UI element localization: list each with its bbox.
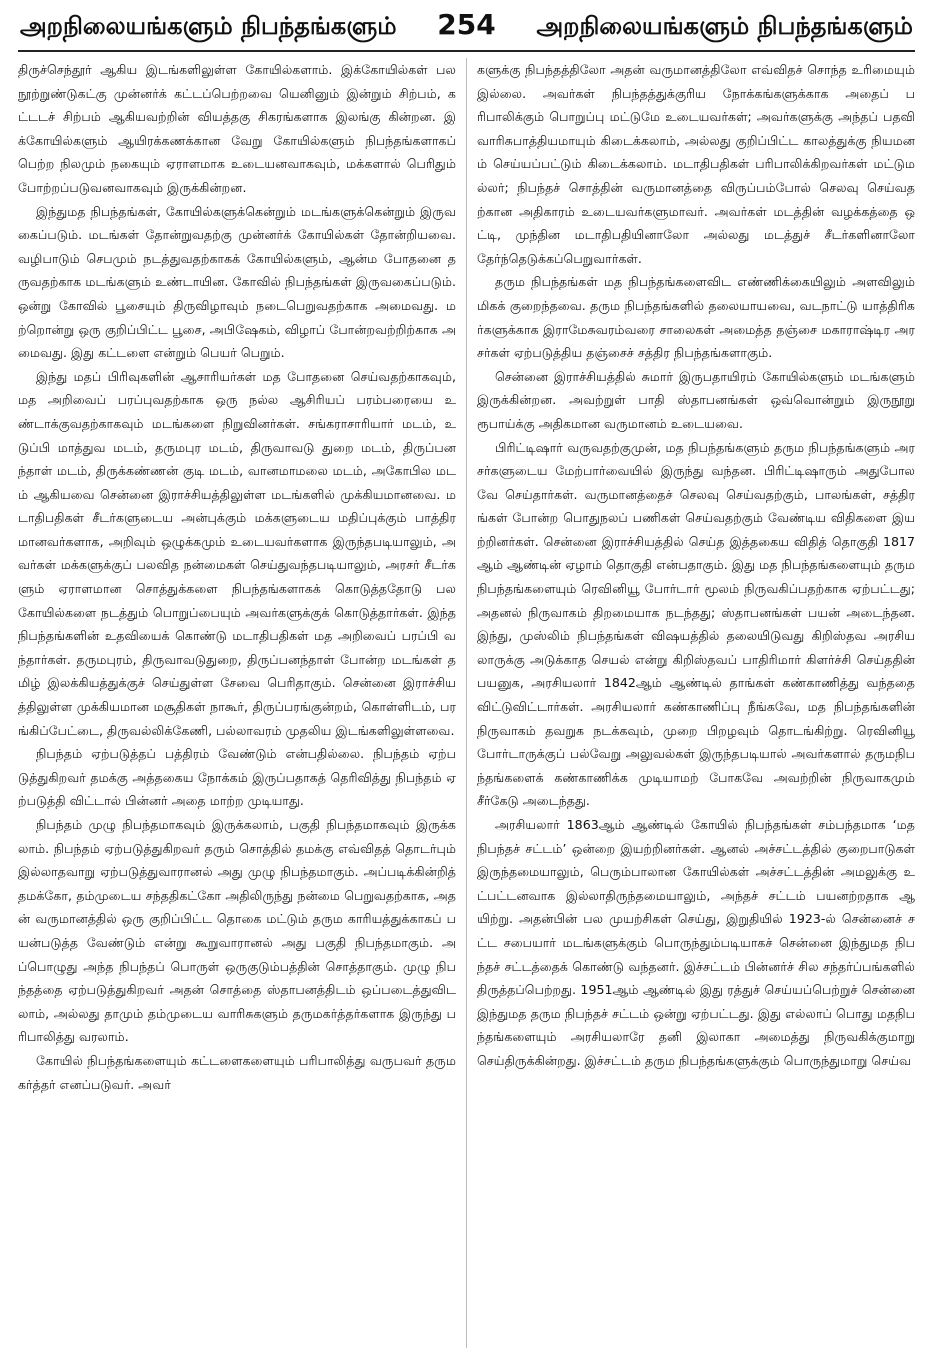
- column-divider: [466, 58, 467, 1348]
- running-head-right: அறநிலையங்களும் நிபந்தங்களும்: [536, 12, 913, 40]
- paragraph: அரசியலார் 1863ஆம் ஆண்டில் கோயில் நிபந்தங்கள் சம்பந்தமாக ‘மத நிபந்தச் சட்டம்’ ஒன்றை இயற்றினர்கள். ஆனல் அச்சட்டத்தில் குறைபாடுகள் இருந்தமையாலும், பெரும்பாலான கோயில்கள் அச்சட்டத்தின் அமலுக்கு உட்பட்டனவாக இல்லாதிருந்தமையாலும், அந்தச் சட்டம் பயனற்றதாக ஆயிற்று. அதன்பின் பல முயற்சிகள் செய்து, இறுதியில் 1923-ல் சென்னைச் சட்ட சபையார் மடங்களுக்கும் பொருந்தும்படியாகச் சென்னை இந்துமத நிபந்தச் சட்டத்தைக் கொண்டு வந்தனர். இச்சட்டம் பின்னர்ச் சில சந்தர்ப்பங்களில் திருத்தப்பெற்றது. 1951ஆம் ஆண்டில் இது ரத்துச் செய்யப்பெற்றுச் சென்னை இந்துமத தரும நிபந்தச் சட்டம் ஒன்று ஏற்பட்டது. இது எல்லாப் பொது மதநிபந்தங்களையும் அரசியலாரே தனி இலாகா அமைத்து நிருவகிக்குமாறு செய்திருக்கின்றது. இச்சட்டம் தரும நிபந்தங்களுக்கும் பொருந்துமாறு செய்வ: [477, 817, 915, 1068]
- text-columns: [18, 58, 915, 1348]
- paragraph: களுக்கு நிபந்தத்திலோ அதன் வருமானத்திலோ எவ்விதச் சொந்த உரிமையும் இல்லை. அவர்கள் நிபந்தத்துக்குரிய நோக்கங்களுக்காக அதைப் பரிபாலிக்கும் பொறுப்பு மட்டுமே உடையவர்கள்; அவர்களுக்கு அந்தப் பதவி வாரிசுபாத்தியமாயும் கிடைக்கலாம், அல்லது குறிப்பிட்ட காலத்துக்கு நியமனம் செய்யப்பட்டும் கிடைக்கலாம். மடாதிபதிகள் பரிபாலிக்கிறவர்கள் மட்டுமல்லர்; நிபந்தச் சொத்தின் வருமானத்தை விருப்பம்போல் செலவு செய்வதற்கான அதிகாரம் உடையவர்களுமாவர். அவர்கள் மடத்தின் வழக்கத்தை ஒட்டி, முந்தின மடாதிபதியினாலோ அல்லது மடத்துச் சீடர்களினாலோ தேர்ந்தெடுக்கப்பெறுவார்கள்.: [477, 62, 915, 266]
- page-number: 254: [437, 8, 496, 41]
- paragraph: இந்து மதப் பிரிவுகளின் ஆசாரியர்கள் மத போதனை செய்வதற்காகவும், மத அறிவைப் பரப்புவதற்காக ஒரு நல்ல ஆசிரியப் பரம்பரையை உண்டாக்குவதற்காகவும் மடங்களை நிறுவினர்கள். சங்கராசாரியார் மடம், உடுப்பி மாத்துவ மடம், தருமபுர மடம், திருவாவடு துறை மடம், திருப்பனந்தாள் மடம், திருக்கண்ணன் குடி மடம், வானமாமலை மடம், அகோபில மடம் ஆகியவை சென்னை இராச்சியத்திலுள்ள மடங்களில் முக்கியமானவை. மடாதிபதிகள் சீடர்களுடைய அன்புக்கும் மக்களுடைய மதிப்புக்கும் பாத்திரமானவர்களாக, அறிவும் ஒழுக்கமும் உடையவர்களாக இருந்தபடியாலும், அவர்கள் மக்களுக்குப் பலவித நன்மைகள் செய்துவந்தபடியாலும், அரசர் சீடர்களும் ஏராளமான சொத்துக்களை நிபந்தங்களாகக் கொடுத்ததோடு பல கோயில்களை நடத்தும் பொறுப்பையும் அவர்களுக்குக் கொடுத்தார்கள். இந்த நிபந்தங்களின் உதவியைக் கொண்டு மடாதிபதிகள் மத அறிவைப் பரப்பி வந்தார்கள். தருமபுரம், திருவாவடுதுறை, திருப்பனந்தாள் போன்ற மடங்கள் தமிழ் இலக்கியத்துக்குச் செய்துள்ள சேவை பெரிதாகும். சென்னை இராச்சியத்திலுள்ள முக்கியமான மசூதிகள் நாகூர், திருப்பரங்குன்றம், கொள்ளிடம், பரங்கிப்பேட்டை, திருவல்லிக்கேணி, பல்லாவரம் முதலிய இடங்களிலுள்ளவை.: [18, 368, 456, 738]
- paragraph: சென்னை இராச்சியத்தில் சுமார் இருபதாயிரம் கோயில்களும் மடங்களும் இருக்கின்றன. அவற்றுள் பாதி ஸ்தாபனங்கள் ஒவ்வொன்றும் இருநூறு ரூபாய்க்கு அதிகமான வருமானம் உடையவை.: [477, 368, 915, 431]
- paragraph: கோயில் நிபந்தங்களையும் கட்டளைகளையும் பரிபாலித்து வருபவர் தருமகர்த்தர் எனப்படுவர். அவர்: [18, 1052, 456, 1092]
- left-column: [18, 58, 456, 1348]
- paragraph: இந்துமத நிபந்தங்கள், கோயில்களுக்கென்றும் மடங்களுக்கென்றும் இருவகைப்படும். மடங்கள் தோன்றுவதற்கு முன்னர்க் கோயில்கள் தோன்றியவை. வழிபாடும் செபமும் நடத்துவதற்காகக் கோயில்களும், ஆன்ம போதனை தருவதற்காக மடங்களும் உண்டாயின. கோவில் நிபந்தங்கள் இருவகைப்படும். ஒன்று கோவில் பூசையும் திருவிழாவும் நடைபெறுவதற்காக அமைவது. மற்றொன்று ஒரு குறிப்பிட்ட பூசை, அபிஷேகம், விழாப் போன்றவற்றிற்காக அமைவது. இது கட்டளை என்றும் பெயர் பெறும்.: [18, 203, 456, 361]
- paragraph: திருச்செந்தூர் ஆகிய இடங்களிலுள்ள கோயில்களாம். இக்கோயில்கள் பல நூற்றுண்டுகட்கு முன்னர்க் கட்டப்பெற்றவை யெனினும் இன்றும் சிற்பம், கட்டடச் சிற்பம் ஆகியவற்றின் வியத்தகு சிகரங்களாக இலங்கு கின்றன. இக்கோயில்களும் ஆயிரக்கணக்கான வேறு கோயில்களும் நிபந்தங்களாகப் பெற்ற நிலமும் நகையும் ஏராளமாக உடையனவாகவும், மக்களால் பெரிதும் போற்றப்படுவனவாகவும் இருக்கின்றன.: [18, 62, 456, 195]
- running-head-left: அறநிலையங்களும் நிபந்தங்களும்: [20, 12, 397, 40]
- paragraph: நிபந்தம் முழு நிபந்தமாகவும் இருக்கலாம், பகுதி நிபந்தமாகவும் இருக்கலாம். நிபந்தம் ஏற்படுத்துகிறவர் தரும் சொத்தில் தமக்கு எவ்விதத் தொடர்பும் இல்லாதவாறு ஏற்படுத்துவாரானல் அது முழு நிபந்தமாகும். அப்படிக்கின்றித் தமக்கோ, தம்முடைய சந்ததிகட்கோ அதிலிருந்து நன்மை பெறுவதற்காக, அதன் வருமானத்தில் ஒரு குறிப்பிட்ட தொகை மட்டும் தரும காரியத்துக்காகப் பயன்படுத்த வேண்டும் என்று கூறுவாரானல் அது பகுதி நிபந்தமாகும். அப்பொழுது அந்த நிபந்தப் பொருள் ஒருகுடும்பத்தின் சொத்தாகும். முழு நிபந்தத்தை ஏற்படுத்துகிறவர் அதன் சொத்தை ஸ்தாபனத்திடம் ஒப்படைத்துவிடலாம், அல்லது தாமும் தம்முடைய வாரிசுகளும் தருமகர்த்தர்களாக இருந்து பரிபாலித்து வரலாம்.: [18, 817, 456, 1045]
- paragraph: பிரிட்டிஷார் வருவதற்குமுன், மத நிபந்தங்களும் தரும நிபந்தங்களும் அரசர்களுடைய மேற்பார்வையில் இருந்து வந்தன. பிரிட்டிஷாரும் அதுபோலவே செய்தார்கள். வருமானத்தைச் செலவு செய்வதற்கும், பாலங்கள், சத்திரங்கள் போன்ற பொதுநலப் பணிகள் செய்வதற்கும் வேண்டிய விதிகளை இயற்றினர்கள். சென்னை இராச்சியத்தில் செய்த இத்தகைய விதித் தொகுதி 1817ஆம் ஆண்டின் ஏழாம் தொகுதி என்பதாகும். இது மத நிபந்தங்களையும் தரும நிபந்தங்களையும் ரெவினியூ போர்டார் மூலம் நிருவகிப்பதற்காக ஏற்பட்டது; அதனல் நிருவாகம் திறமையாக நடந்தது; ஸ்தாபனங்கள் பயன் அடைந்தன. இந்து, முஸ்லிம் நிபந்தங்கள் விஷயத்தில் தலையிடுவது கிறிஸ்தவ அரசியலாருக்கு அடுக்காத செயல் என்று கிறிஸ்தவப் பாதிரிமார் கிளர்ச்சி செய்ததின் பயனுக, அரசியலார் 1842ஆம் ஆண்டில் தாங்கள் கண்காணித்து வந்ததை விட்டுவிட்டார்கள். அரசியலார் கண்காணிப்பு நீங்கவே, மத நிபந்தங்களின் நிருவாகம் தவறுக நடக்கவும், முறை பிறழவும் தொடங்கிற்று. ரெவினியூ போர்டாருக்குப் பல்வேறு அலுவல்கள் இருந்தபடியால் அவர்களால் தருமநிபந்தங்களைக் கண்காணிக்க முடியாமற் போகவே அவற்றின் நிருவாகமும் சீர்கேடு அடைந்தது.: [477, 439, 915, 809]
- right-column: [477, 58, 915, 1348]
- paragraph: நிபந்தம் ஏற்படுத்தப் பத்திரம் வேண்டும் என்பதில்லை. நிபந்தம் ஏற்படுத்துகிறவர் தமக்கு அத்தகைய நோக்கம் இருப்பதாகத் தெரிவித்து நிபந்தம் ஏற்படுத்தி விட்டால் பின்னர் அதை மாற்ற முடியாது.: [18, 746, 456, 809]
- page-header: [18, 6, 915, 52]
- paragraph: தரும நிபந்தங்கள் மத நிபந்தங்களைவிட எண்ணிக்கையிலும் அளவிலும் மிகக் குறைந்தவை. தரும நிபந்தங்களில் தலையாயவை, வடநாட்டு யாத்திரிகர்களுக்காக இராமேசுவரம்வரை சாலைகள் அமைத்த தஞ்சை மகாராஷ்டிர அரசர்கள் ஏற்படுத்திய தஞ்சைச் சத்திர நிபந்தங்களாகும்.: [477, 274, 915, 361]
